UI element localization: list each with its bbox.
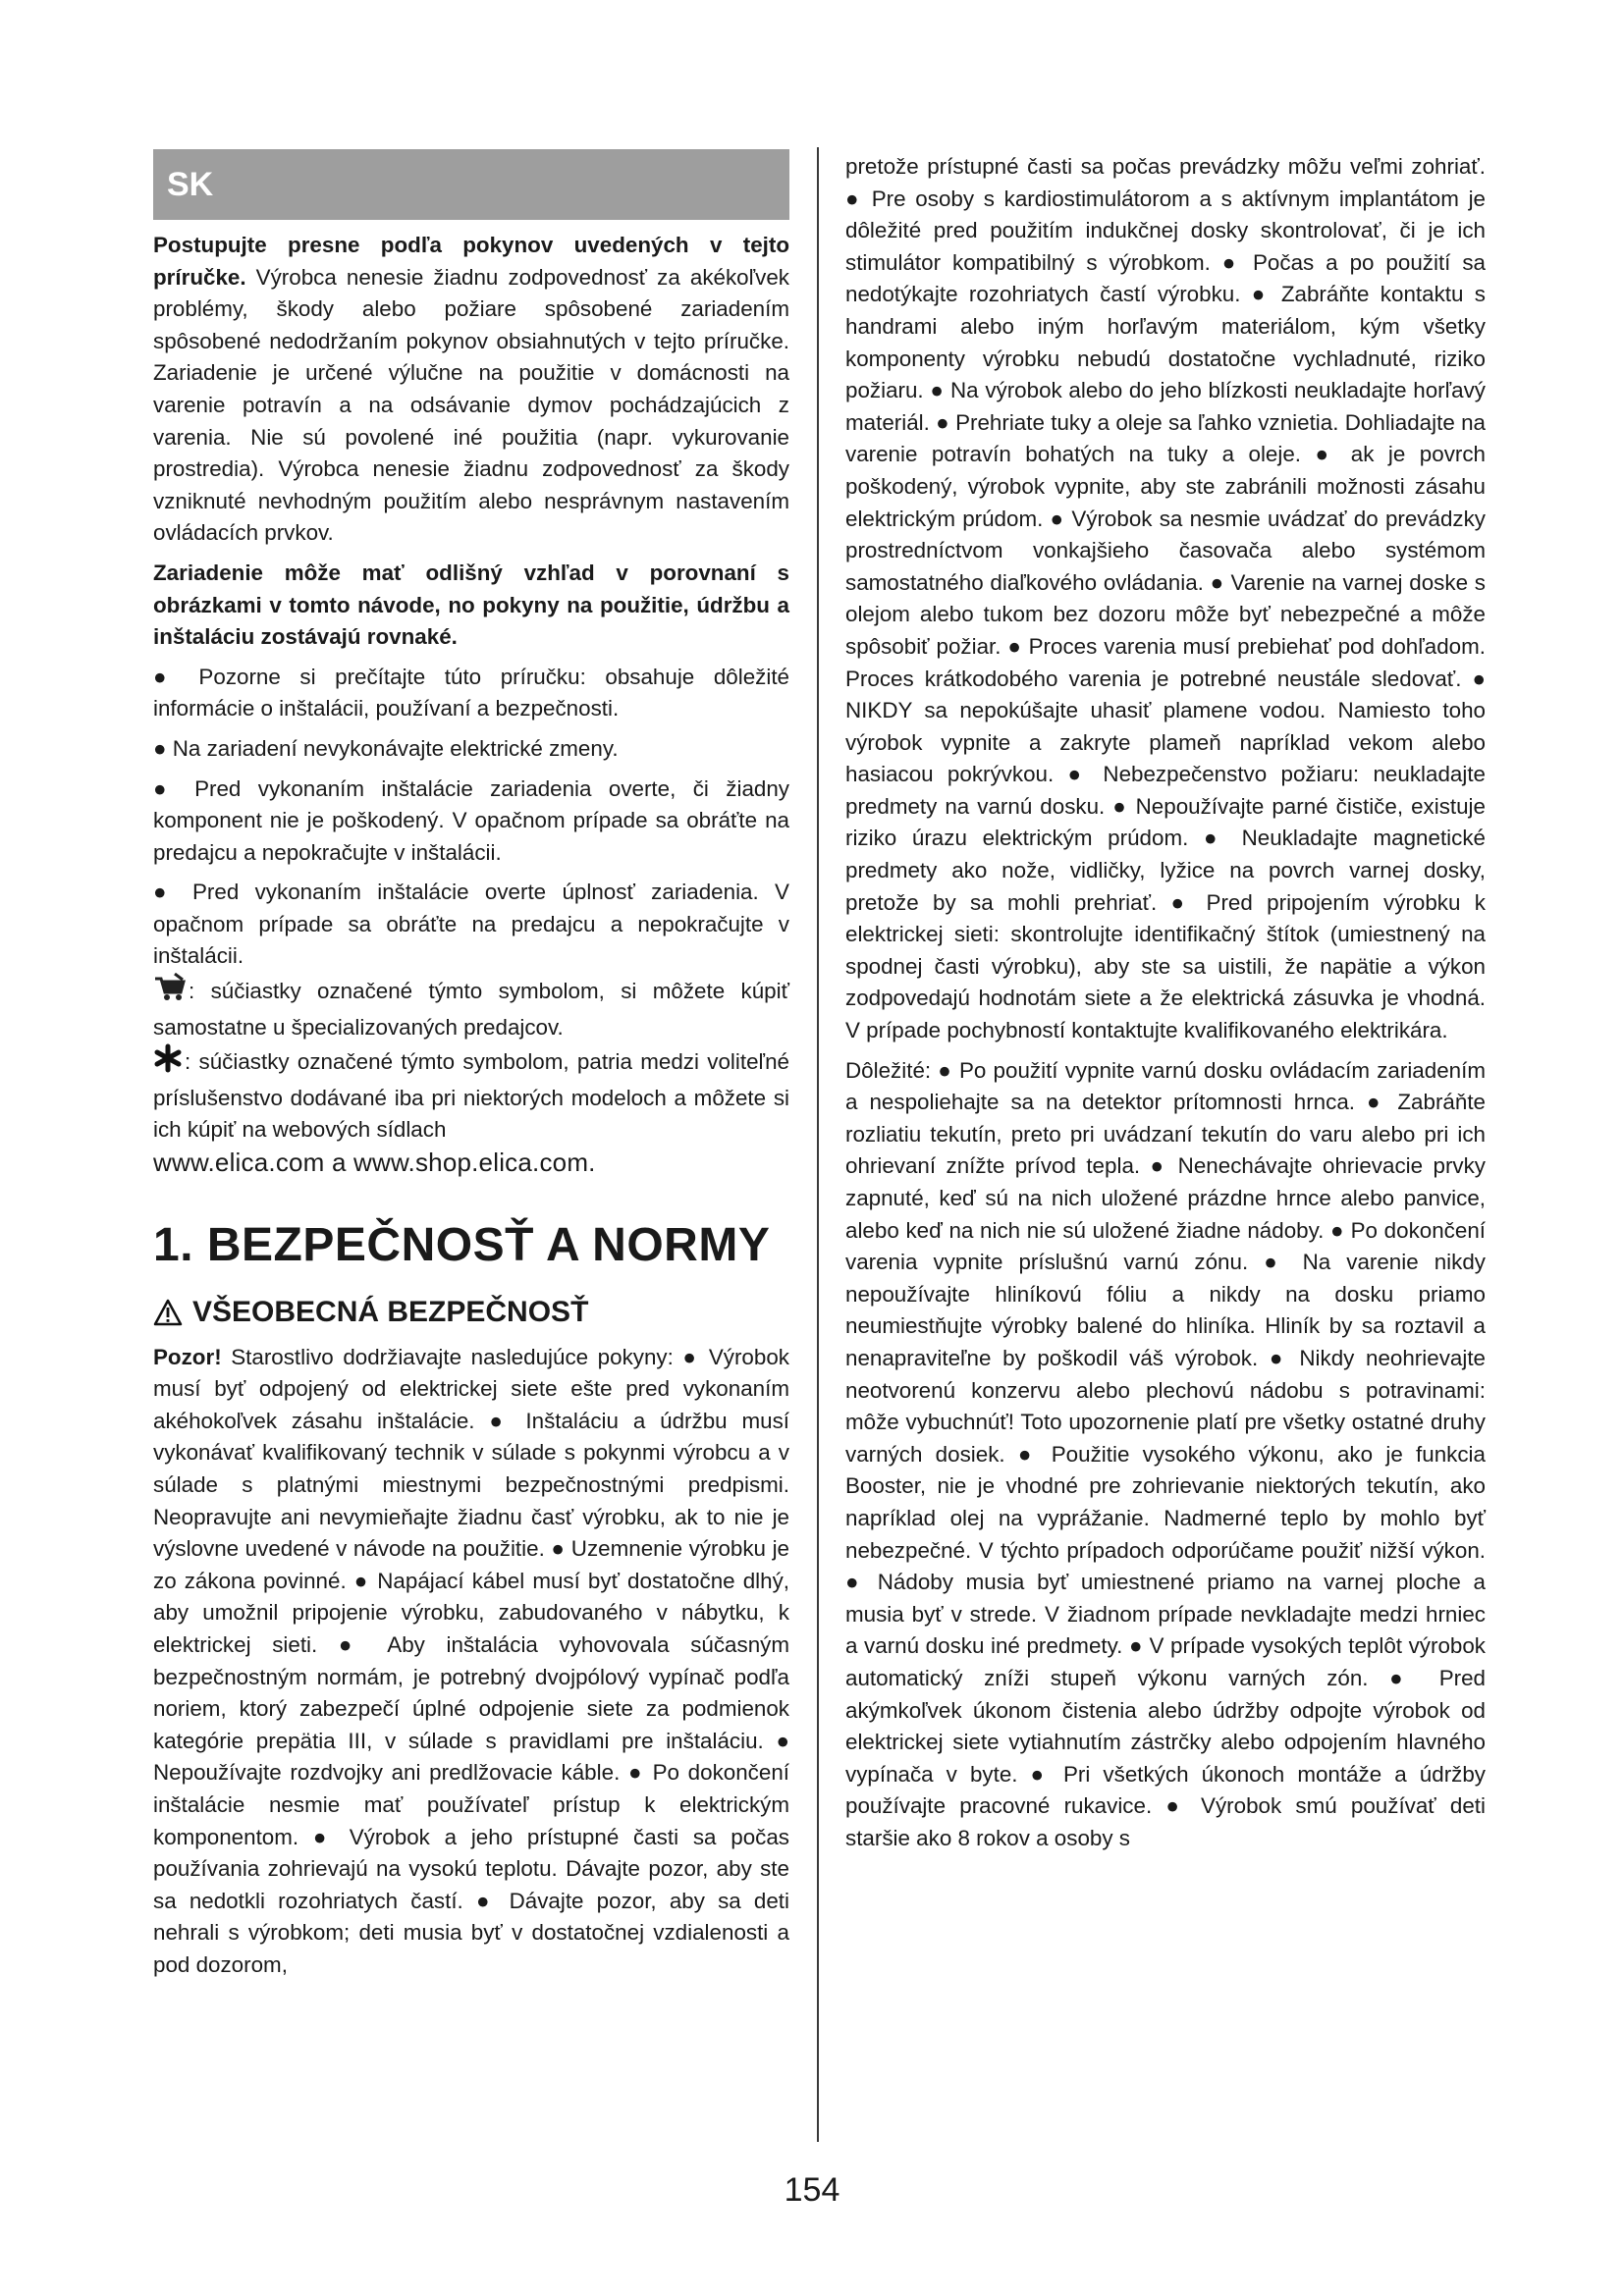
left-column	[153, 149, 789, 1982]
safety-paragraph-right-1: pretože prístupné časti sa počas prevádzky môžu veľmi zohriať. ● Pre osoby s kardiostimulátorom a s aktívnym implantátom je dôležité pred použitím indukčnej dosky skontrolovať, či je ich stimulátor kompatibilný s výrobkom. ● Počas a po použití sa nedotýkajte rozohriatych častí výrobku. ● Zabráňte kontaktu s handrami alebo iným horľavým materiálom, kým všetky komponenty výrobku nebudú dostatočne vychladnuté, riziko požiaru. ● Na výrobok alebo do jeho blízkosti neukladajte horľavý materiál. ● Prehriate tuky a oleje sa ľahko vznietia. Dohliadajte na varenie potravín bohatých na tuky a oleje. ● ak je povrch poškodený, výrobok vypnite, aby ste zabránili možnosti zásahu elektrickým prúdom. ● Výrobok sa nesmie uvádzať do prevádzky prostredníctvom vonkajšieho časovača alebo systémom samostatného diaľkového ovládania. ● Varenie na varnej doske s olejom alebo tukom bez dozoru môže byť nebezpečné a môže spôsobiť požiar. ● Proces varenia musí prebiehať pod dohľadom. Proces krátkodobého varenia je potrebné neustále sledovať. ● NIKDY sa nepokúšajte uhasiť plamene vodou. Namiesto toho výrobok vypnite a zakryte plameň napríklad vekom alebo hasiacou pokrývkou. ● Nebezpečenstvo požiaru: neukladajte predmety na varnú dosku. ● Nepoužívajte parné čističe, existuje riziko úrazu elektrickým prúdom. ● Neukladajte magnetické predmety ako nože, vidličky, lyžice na povrch varnej dosky, pretože by sa mohli prehriať. ● Pred pripojením výrobku k elektrickej sieti: skontrolujte identifikačný štítok (umiestnený na spodnej časti výrobku), aby ste sa uistili, že napätie a výkon zodpovedajú hodnotám siete a že elektrická zásuvka je vhodná. V prípade pochybností kontaktujte kvalifikovaného elektrikára.	[845, 154, 1486, 1043]
bullet-item: ● Na zariadení nevykonávajte elektrické zmeny.	[153, 735, 619, 761]
star-symbol-text: : súčiastky označené týmto symbolom, patria medzi voliteľné príslušenstvo dodávané iba pri niektorých modeloch a môžete si ich kúpiť na webových sídlach	[153, 1049, 789, 1143]
section-title	[153, 1293, 789, 1332]
bullet-item: ● Pred vykonaním inštalácie overte úplnosť zariadenia. V opačnom prípade sa obráťte na predajcu a nepokračujte v inštalácii.	[153, 880, 789, 969]
appearance-notice: Zariadenie môže mať odlišný vzhľad v porovnaní s obrázkami v tomto návode, no pokyny na použitie, údržbu a inštaláciu zostávajú rovnaké.	[153, 560, 789, 650]
star-symbol-note	[153, 1043, 789, 1180]
safety-paragraph-right-2: Dôležité: ● Po použití vypnite varnú dosku ovládacím zariadením a nespoliehajte sa na detektor prítomnosti hrnca. ● Zabráňte rozliatiu tekutín, preto pri uvádzaní tekutín do varu alebo pri ich ohrievaní znížte prívod tepla. ● Nenechávajte ohrievacie prvky zapnuté, keď sú na nich uložené prázdne hrnce alebo panvice, alebo keď na nich nie sú uložené žiadne nádoby. ● Po dokončení varenia vypnite príslušnú varnú zónu. ● Na varenie nikdy nepoužívajte hliníkovú fóliu a nikdy na dosku priamo neumiestňujte výrobky balené do hliníka. Hliník by sa roztavil a nenapraviteľne by poškodil váš výrobok. ● Nikdy neohrievajte neotvorenú konzervu alebo plechovú nádobu s potravinami: môže vybuchnúť! Toto upozornenie platí pre všetky ostatné druhy varných dosiek. ● Použitie vysokého výkonu, ako je funkcia Booster, nie je vhodné pre zohrievanie niektorých tekutín, ako napríklad olej na vyprážanie. Nadmerné teplo by mohlo byť nebezpečné. V týchto prípadoch odporúčame použiť nižší výkon. ● Nádoby musia byť umiestnené priamo na varnej ploche a musia byť v strede. V žiadnom prípade nevkladajte medzi hrniec a varnú dosku iné predmety. ● V prípade vysokých teplôt výrobok automatický zníži stupeň výkonu varných zón. ● Pred akýmkoľvek úkonom čistenia alebo údržby odpojte výrobok od elektrickej siete vytiahnutím zástrčky alebo odpojením hlavného vypínača v byte. ● Pri všetkých úkonoch montáže a údržby používajte pracovné rukavice. ● Výrobok smú používať deti staršie ako 8 rokov a osoby s	[845, 1057, 1486, 1850]
page-number: 154	[784, 2171, 840, 2209]
warning-triangle-icon	[153, 1299, 183, 1326]
column-divider	[817, 147, 819, 2142]
pozor-label: Pozor!	[153, 1344, 222, 1369]
section-title-text: VŠEOBECNÁ BEZPEČNOSŤ	[192, 1295, 589, 1328]
right-column	[845, 151, 1486, 1854]
intro-lead: Postupujte presne podľa pokynov uvedených v tejto príručke.	[153, 233, 789, 290]
chapter-title: 1. BEZPEČNOSŤ A NORMY	[153, 1218, 771, 1271]
asterisk-icon	[153, 1043, 183, 1083]
bullet-item: ● Pozorne si prečítajte túto príručku: obsahuje dôležité informácie o inštalácii, používaní a bezpečnosti.	[153, 664, 789, 721]
intro-paragraph	[153, 230, 789, 550]
language-header: SK	[153, 149, 789, 220]
cart-symbol-text: : súčiastky označené týmto symbolom, si môžete kúpiť samostatne u špecializovaných predajcov.	[153, 979, 789, 1040]
safety-text-left: Starostlivo dodržiavajte nasledujúce pokyny: ● Výrobok musí byť odpojený od elektrickej siete ešte pred vykonaním akéhokoľvek zásahu inštalácie. ● Inštaláciu a údržbu musí vykonávať kvalifikovaný technik v súlade s pokynmi výrobcu a v súlade s platnými miestnymi bezpečnostnými predpismi. Neopravujte ani nevymieňajte žiadnu časť výrobku, ak to nie je výslovne uvedené v návode na použitie. ● Uzemnenie výrobku je zo zákona povinné. ● Napájací kábel musí byť dostatočne dlhý, aby umožnil pripojenie výrobku, zabudovaného v nábytku, k elektrickej sieti. ● Aby inštalácia vyhovovala súčasným bezpečnostným normám, je potrebný dvojpólový vypínač podľa noriem, ktorý zabezpečí úplné odpojenie siete za podmienok kategórie prepätia III, v súlade s pravidlami pre inštaláciu. ● Nepoužívajte rozdvojky ani predlžovacie káble. ● Po dokončení inštalácie nesmie mať používateľ prístup k elektrickým komponentom. ● Výrobok a jeho prístupné časti sa počas používania zohrievajú na vysokú teplotu. Dávajte pozor, aby ste sa nedotkli rozohriatych častí. ● Dávajte pozor, aby sa deti nehrali s výrobkom; deti musia byť v dostatočnej vzdialenosti a pod dozorom,	[153, 1344, 789, 1977]
intro-text: Výrobca nenesie žiadnu zodpovednosť za akékoľvek problémy, škody alebo požiare spôsobené zariadením spôsobené nedodržaním pokynov obsiahnutých v tejto príručke. Zariadenie je určené výlučne na použitie v domácnosti na varenie potravín a na odsávanie dymov pochádzajúcich z varenia. Nie sú povolené iné použitia (napr. vykurovanie prostredia). Výrobca nenesie žiadnu zodpovednosť za škody vzniknuté nevhodným použitím alebo nesprávnym nastavením ovládacích prvkov.	[153, 264, 789, 546]
bullet-item: ● Pred vykonaním inštalácie zariadenia overte, či žiadny komponent nie je poškodený. V opačnom prípade sa obráťte na predajcu a nepokračujte v inštalácii.	[153, 775, 789, 865]
safety-paragraph-left	[153, 1342, 789, 1982]
shop-urls: www.elica.com a www.shop.elica.com.	[153, 1148, 596, 1178]
cart-symbol-note	[153, 973, 789, 1043]
shopping-cart-icon	[153, 973, 187, 1012]
